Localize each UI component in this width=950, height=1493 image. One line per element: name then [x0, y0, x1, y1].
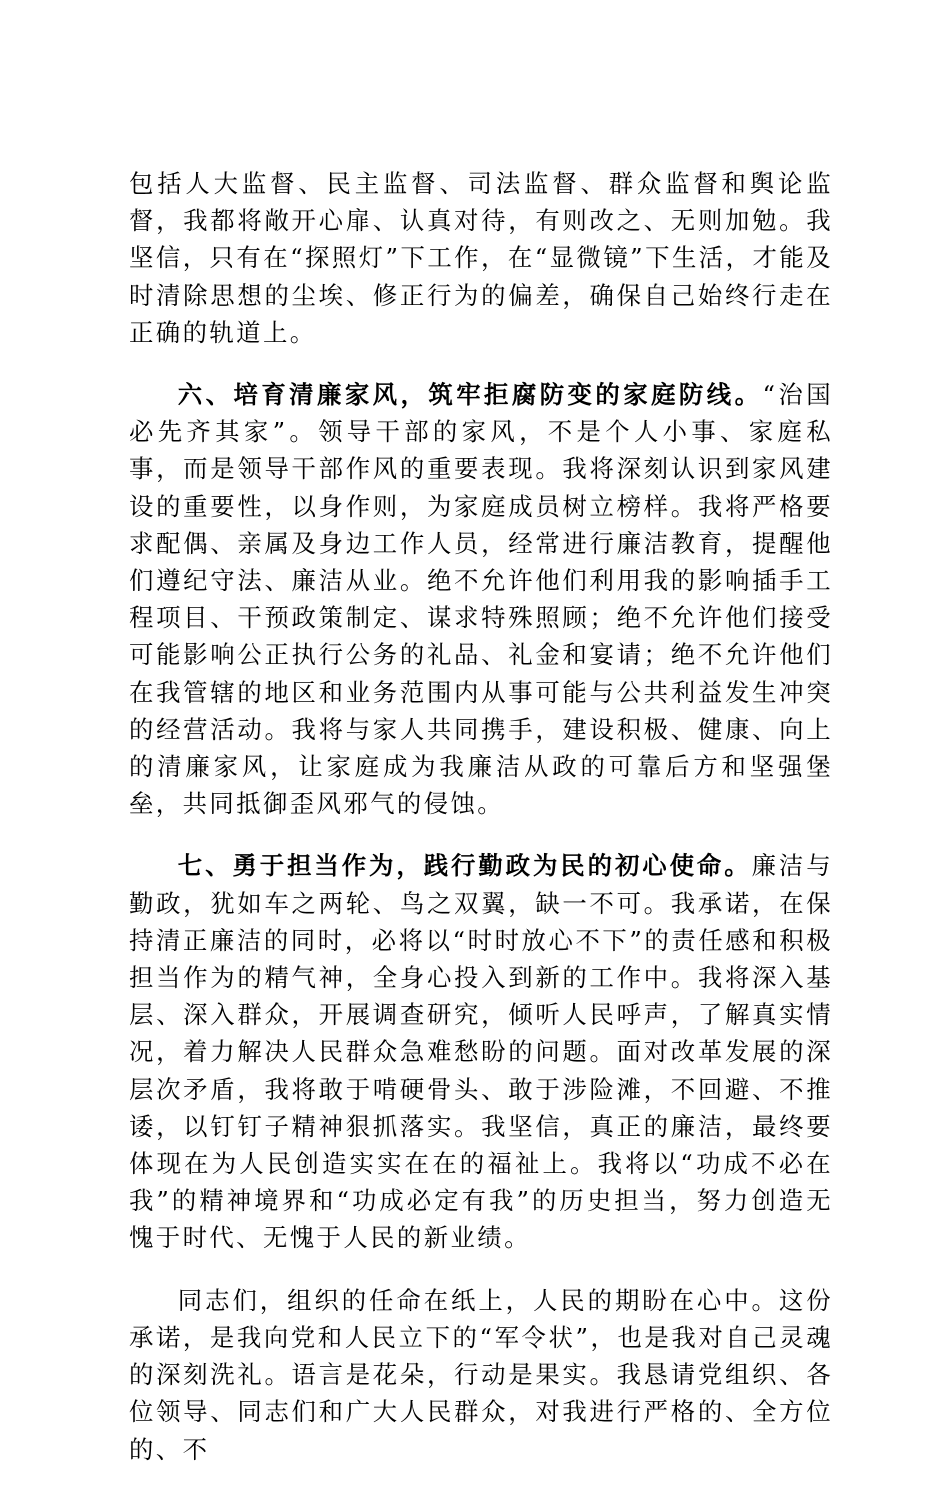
section-heading: 七、勇于担当作为，践行勤政为民的初心使命。 [177, 851, 752, 881]
paragraph-body: “治国必先齐其家”。领导干部的家风，不是个人小事、家庭私事，而是领导干部作风的重要表现。我将深刻认识到家风建设的重要性，以身作则，为家庭成员树立榜样。我将严格要求配偶、亲属及身边工作人员，经常进行廉洁教育，提醒他们遵纪守法、廉洁从业。绝不允许他们利用我的影响插手工程项目、干预政策制定、谋求特殊照顾；绝不允许他们接受可能影响公正执行公务的礼品、礼金和宴请；绝不允许他们在我管辖的地区和业务范围内从事可能与公共利益发生冲突的经营活动。我将与家人共同携手，建设积极、健康、向上的清廉家风，让家庭成为我廉洁从政的可靠后方和坚强堡垒，共同抵御歪风邪气的侵蚀。 [129, 380, 834, 819]
document-page [129, 165, 833, 1493]
paragraph-body: 同志们，组织的任命在纸上，人民的期盼在心中。这份承诺，是我向党和人民立下的“军令状”，也是我对自己灵魂的深刻洗礼。语言是花朵，行动是果实。我恳请党组织、各位领导、同志们和广大人民群众，对我进行严格的、全方位的、不 [129, 1285, 833, 1464]
paragraph-supervision [129, 165, 833, 351]
paragraph-closing [129, 1282, 833, 1468]
paragraph-section-six [129, 376, 833, 822]
paragraph-section-seven [129, 847, 833, 1256]
paragraph-body: 廉洁与勤政，犹如车之两轮、鸟之双翼，缺一不可。我承诺，在保持清正廉洁的同时，必将以“时时放心不下”的责任感和积极担当作为的精气神，全身心投入到新的工作中。我将深入基层、深入群众，开展调查研究，倾听人民呼声，了解真实情况，着力解决人民群众急难愁盼的问题。面对改革发展的深层次矛盾，我将敢于啃硬骨头、敢于涉险滩，不回避、不推诿，以钉钉子精神狠抓落实。我坚信，真正的廉洁，最终要体现在为人民创造实实在在的福祉上。我将以“功成不必在我”的精神境界和“功成必定有我”的历史担当，努力创造无愧于时代、无愧于人民的新业绩。 [129, 851, 833, 1253]
section-heading: 六、培育清廉家风，筑牢拒腐防变的家庭防线。 [177, 380, 763, 410]
paragraph-body: 包括人大监督、民主监督、司法监督、群众监督和舆论监督，我都将敞开心扉、认真对待，有则改之、无则加勉。我坚信，只有在“探照灯”下工作，在“显微镜”下生活，才能及时清除思想的尘埃、修正行为的偏差，确保自己始终行走在正确的轨道上。 [129, 169, 833, 347]
